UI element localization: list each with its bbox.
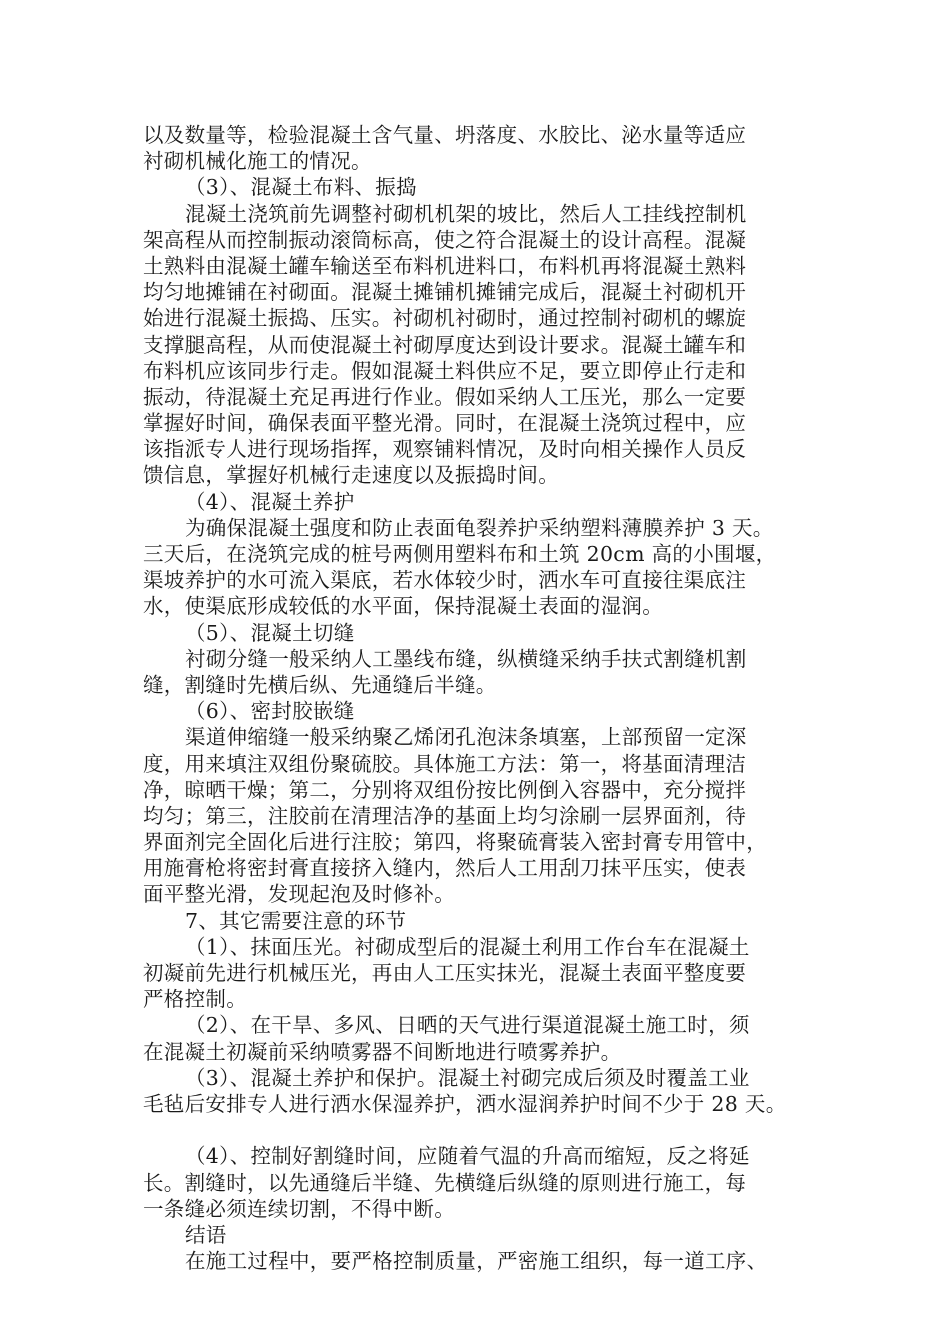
body-text — [143, 122, 815, 1274]
section-heading: （6）、密封胶嵌缝 — [185, 699, 355, 724]
text-line: 水，使渠底形成较低的水平面，保持混凝土表面的湿润。 — [143, 594, 663, 619]
text-line: 均匀地摊铺在衬砌面。混凝土摊铺机摊铺完成后，混凝土衬砌机开 — [143, 280, 747, 305]
text-line: 用施膏枪将密封膏直接挤入缝内，然后人工用刮刀抹平压实，使表 — [143, 856, 747, 881]
text-line: 在施工过程中，要严格控制质量，严密施工组织，每一道工序、 — [185, 1249, 768, 1274]
text-line: （2）、在干旱、多风、日晒的天气进行渠道混凝土施工时，须 — [185, 1013, 750, 1038]
text-line: 布料机应该同步行走。假如混凝土料供应不足，要立即停止行走和 — [143, 358, 747, 383]
text-line: 界面剂完全固化后进行注胶；第四，将聚硫膏装入密封膏专用管中， — [143, 830, 767, 855]
text-line: 毛毡后安排专人进行洒水保湿养护，洒水湿润养护时间不少于 28 天。 — [143, 1091, 787, 1116]
text-line: 面平整光滑，发现起泡及时修补。 — [143, 882, 455, 907]
section-heading: （5）、混凝土切缝 — [185, 620, 355, 645]
text-line: 渠坡养护的水可流入渠底，若水体较少时，洒水车可直接往渠底注 — [143, 568, 747, 593]
text-line: 馈信息，掌握好机械行走速度以及振捣时间。 — [143, 463, 559, 488]
text-line: （1）、抹面压光。衬砌成型后的混凝土利用工作台车在混凝土 — [185, 934, 750, 959]
section-heading: 7、其它需要注意的环节 — [185, 908, 407, 933]
text-line: 振动，待混凝土充足再进行作业。假如采纳人工压光，那么一定要 — [143, 384, 747, 409]
text-line: 三天后，在浇筑完成的桩号两侧用塑料布和土筑 20cm 高的小围堰， — [143, 542, 777, 566]
text-line: 衬砌机械化施工的情况。 — [143, 149, 372, 174]
text-line: 为确保混凝土强度和防止表面龟裂养护采纳塑料薄膜养护 3 天。 — [185, 515, 774, 540]
text-line: 渠道伸缩缝一般采纳聚乙烯闭孔泡沫条填塞，上部预留一定深 — [185, 725, 747, 750]
text-line: 在混凝土初凝前采纳喷雾器不间断地进行喷雾养护。 — [143, 1039, 622, 1064]
text-line: 土熟料由混凝土罐车输送至布料机进料口，布料机再将混凝土熟料 — [143, 253, 747, 278]
text-line: （4）、控制好割缝时间，应随着气温的升高而缩短，反之将延 — [185, 1144, 750, 1169]
text-line: 度，用来填注双组份聚硫胶。具体施工方法：第一，将基面清理洁 — [143, 751, 747, 776]
section-heading: （4）、混凝土养护 — [185, 489, 355, 514]
text-line: 该指派专人进行现场指挥，观察铺料情况，及时向相关操作人员反 — [143, 437, 747, 462]
text-line: 架高程从而控制振动滚筒标高，使之符合混凝土的设计高程。混凝 — [143, 227, 747, 252]
text-line: 均匀；第三，注胶前在清理洁净的基面上均匀涂刷一层界面剂，待 — [143, 803, 747, 828]
text-line: 始进行混凝土振捣、压实。衬砌机衬砌时，通过控制衬砌机的螺旋 — [143, 306, 747, 331]
text-line: 一条缝必须连续切割，不得中断。 — [143, 1196, 455, 1221]
section-heading: 结语 — [185, 1222, 227, 1247]
text-line: 掌握好时间，确保表面平整光滑。同时，在混凝土浇筑过程中，应 — [143, 411, 747, 436]
text-line: 严格控制。 — [143, 987, 247, 1012]
text-line: 净，晾晒干燥；第二，分别将双组份按比例倒入容器中，充分搅拌 — [143, 777, 747, 802]
text-line: 以及数量等，检验混凝土含气量、坍落度、水胶比、泌水量等适应 — [143, 123, 747, 147]
text-line: 衬砌分缝一般采纳人工墨线布缝，纵横缝采纳手扶式割缝机割 — [185, 646, 747, 671]
text-line: （3）、混凝土养护和保护。混凝土衬砌完成后须及时覆盖工业 — [185, 1065, 750, 1090]
blank-line — [143, 1117, 815, 1143]
text-line: 长。割缝时，以先通缝后半缝、先横缝后纵缝的原则进行施工，每 — [143, 1170, 747, 1195]
text-line: 混凝土浇筑前先调整衬砌机机架的坡比，然后人工挂线控制机 — [185, 201, 747, 226]
section-heading: （3）、混凝土布料、振捣 — [185, 175, 417, 200]
text-line: 初凝前先进行机械压光，再由人工压实抹光，混凝土表面平整度要 — [143, 961, 747, 985]
text-line: 支撑腿高程，从而使混凝土衬砌厚度达到设计要求。混凝土罐车和 — [143, 332, 747, 357]
text-line: 缝，割缝时先横后纵、先通缝后半缝。 — [143, 672, 497, 697]
